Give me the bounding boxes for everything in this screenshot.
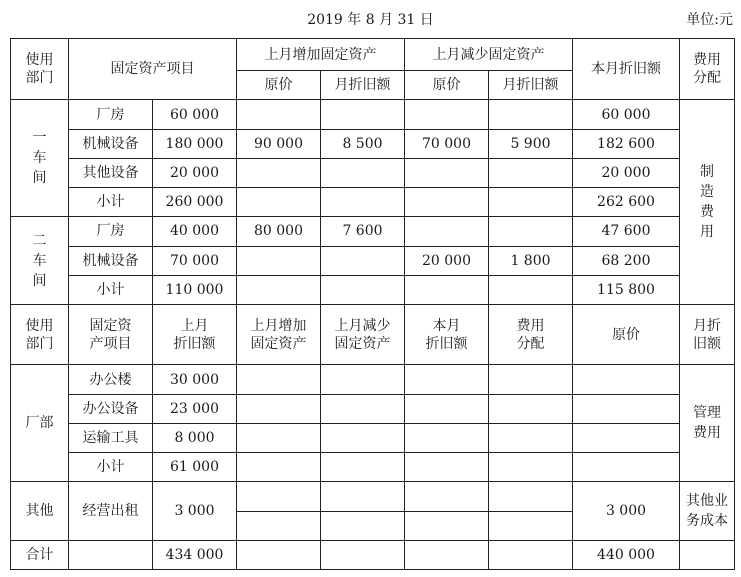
total-label: 合计 bbox=[11, 540, 69, 569]
table-row bbox=[11, 129, 735, 158]
value-cell bbox=[237, 275, 321, 304]
value-cell: 30 000 bbox=[153, 365, 237, 394]
header2-added: 上月增加 固定资产 bbox=[237, 304, 321, 364]
empty-cell bbox=[489, 482, 573, 511]
empty-cell bbox=[237, 453, 321, 482]
empty-cell bbox=[489, 453, 573, 482]
value-cell: 68 200 bbox=[573, 246, 680, 275]
other-label: 其他 bbox=[11, 482, 69, 540]
empty-cell bbox=[321, 394, 405, 423]
table-row bbox=[11, 188, 735, 217]
empty-cell bbox=[237, 423, 321, 452]
empty-cell bbox=[573, 453, 680, 482]
empty-cell bbox=[405, 453, 489, 482]
empty-cell bbox=[321, 453, 405, 482]
alloc-other: 其他业 务成本 bbox=[680, 482, 735, 540]
value-cell bbox=[405, 158, 489, 187]
value-cell bbox=[321, 246, 405, 275]
value-cell bbox=[321, 100, 405, 129]
empty-cell bbox=[405, 423, 489, 452]
value-cell bbox=[405, 188, 489, 217]
empty-cell bbox=[680, 540, 735, 569]
value-cell: 23 000 bbox=[153, 394, 237, 423]
empty-cell bbox=[405, 511, 489, 540]
table-row bbox=[11, 453, 735, 482]
table-row bbox=[11, 275, 735, 304]
value-cell: 90 000 bbox=[237, 129, 321, 158]
value-cell: 20 000 bbox=[573, 158, 680, 187]
value-cell: 61 000 bbox=[153, 453, 237, 482]
subtotal-label: 小计 bbox=[69, 275, 153, 304]
value-cell: 80 000 bbox=[237, 217, 321, 246]
value-cell bbox=[405, 217, 489, 246]
empty-cell bbox=[321, 540, 405, 569]
factory-label: 厂部 bbox=[11, 365, 69, 482]
value-cell: 47 600 bbox=[573, 217, 680, 246]
empty-cell bbox=[237, 365, 321, 394]
header2-item: 固定资 产项目 bbox=[69, 304, 153, 364]
header2-orig: 原价 bbox=[573, 304, 680, 364]
value-cell: 60 000 bbox=[153, 100, 237, 129]
value-cell: 260 000 bbox=[153, 188, 237, 217]
value-cell: 3 000 bbox=[153, 482, 237, 540]
empty-cell bbox=[573, 394, 680, 423]
value-cell: 110 000 bbox=[153, 275, 237, 304]
value-cell bbox=[321, 275, 405, 304]
header2-alloc: 费用 分配 bbox=[489, 304, 573, 364]
empty-cell bbox=[573, 365, 680, 394]
value-cell: 40 000 bbox=[153, 217, 237, 246]
table-row bbox=[11, 217, 735, 246]
empty-cell bbox=[405, 482, 489, 511]
value-cell bbox=[237, 188, 321, 217]
value-cell: 8 500 bbox=[321, 129, 405, 158]
subtotal-label: 小计 bbox=[69, 188, 153, 217]
header2-dep: 月折 旧额 bbox=[680, 304, 735, 364]
item-cell: 运输工具 bbox=[69, 423, 153, 452]
empty-cell bbox=[489, 423, 573, 452]
empty-cell bbox=[405, 394, 489, 423]
value-cell: 7 600 bbox=[321, 217, 405, 246]
item-cell: 办公楼 bbox=[69, 365, 153, 394]
depreciation-table bbox=[10, 38, 735, 570]
value-cell: 20 000 bbox=[153, 158, 237, 187]
value-cell: 5 900 bbox=[489, 129, 573, 158]
table-header-row bbox=[11, 304, 735, 364]
header2-dept: 使用 部门 bbox=[11, 304, 69, 364]
total-month: 440 000 bbox=[573, 540, 680, 569]
value-cell: 8 000 bbox=[153, 423, 237, 452]
value-cell bbox=[237, 246, 321, 275]
empty-cell bbox=[321, 511, 405, 540]
alloc-management: 管理 费用 bbox=[680, 365, 735, 482]
empty-cell bbox=[489, 365, 573, 394]
header-item: 固定资产项目 bbox=[69, 39, 237, 100]
value-cell bbox=[405, 100, 489, 129]
value-cell: 60 000 bbox=[573, 100, 680, 129]
header-alloc: 费用 分配 bbox=[680, 39, 735, 100]
item-cell: 办公设备 bbox=[69, 394, 153, 423]
table-row bbox=[11, 423, 735, 452]
empty-cell bbox=[405, 365, 489, 394]
value-cell: 1 800 bbox=[489, 246, 573, 275]
value-cell bbox=[489, 275, 573, 304]
empty-cell bbox=[321, 365, 405, 394]
header-add-dep: 月折旧额 bbox=[321, 71, 405, 100]
header-sub-orig: 原价 bbox=[405, 71, 489, 100]
value-cell: 180 000 bbox=[153, 129, 237, 158]
value-cell: 115 800 bbox=[573, 275, 680, 304]
empty-cell bbox=[489, 540, 573, 569]
table-row bbox=[11, 158, 735, 187]
header-dept: 使用 部门 bbox=[11, 39, 69, 100]
item-cell: 厂房 bbox=[69, 217, 153, 246]
value-cell bbox=[489, 158, 573, 187]
table-row bbox=[11, 246, 735, 275]
value-cell bbox=[405, 275, 489, 304]
value-cell bbox=[489, 100, 573, 129]
subtotal-label: 小计 bbox=[69, 453, 153, 482]
value-cell: 20 000 bbox=[405, 246, 489, 275]
table-row bbox=[11, 365, 735, 394]
value-cell bbox=[489, 188, 573, 217]
header-add-orig: 原价 bbox=[237, 71, 321, 100]
empty-cell bbox=[405, 540, 489, 569]
item-cell: 机械设备 bbox=[69, 129, 153, 158]
item-cell: 其他设备 bbox=[69, 158, 153, 187]
empty-cell bbox=[321, 482, 405, 511]
header2-reduced: 上月减少 固定资产 bbox=[321, 304, 405, 364]
value-cell bbox=[237, 100, 321, 129]
table-row bbox=[11, 100, 735, 129]
value-cell bbox=[237, 158, 321, 187]
header-reduced: 上月减少固定资产 bbox=[405, 39, 573, 71]
empty-cell bbox=[489, 511, 573, 540]
alloc-manufacturing: 制 造 费 用 bbox=[680, 100, 735, 305]
empty-cell bbox=[237, 511, 321, 540]
item-cell: 厂房 bbox=[69, 100, 153, 129]
workshop-2-label: 二 车 间 bbox=[11, 217, 69, 305]
empty-cell bbox=[489, 394, 573, 423]
value-cell bbox=[321, 158, 405, 187]
empty-cell bbox=[237, 394, 321, 423]
empty-cell bbox=[69, 540, 153, 569]
currency-unit: 单位:元 bbox=[686, 12, 733, 28]
empty-cell bbox=[321, 423, 405, 452]
total-row bbox=[11, 540, 735, 569]
header2-prev-dep: 上月 折旧额 bbox=[153, 304, 237, 364]
table-row bbox=[11, 482, 735, 511]
empty-cell bbox=[237, 482, 321, 511]
report-date: 2019 年 8 月 31 日 bbox=[307, 12, 434, 28]
header2-month-dep: 本月 折旧额 bbox=[405, 304, 489, 364]
workshop-1-label: 一 车 间 bbox=[11, 100, 69, 217]
item-cell: 经营出租 bbox=[69, 482, 153, 540]
value-cell bbox=[321, 188, 405, 217]
table-row bbox=[11, 394, 735, 423]
value-cell: 182 600 bbox=[573, 129, 680, 158]
total-value: 434 000 bbox=[153, 540, 237, 569]
header-added: 上月增加固定资产 bbox=[237, 39, 405, 71]
item-cell: 机械设备 bbox=[69, 246, 153, 275]
value-cell: 70 000 bbox=[153, 246, 237, 275]
header-sub-dep: 月折旧额 bbox=[489, 71, 573, 100]
value-cell: 3 000 bbox=[573, 482, 680, 540]
header-month-dep: 本月折旧额 bbox=[573, 39, 680, 100]
empty-cell bbox=[237, 540, 321, 569]
empty-cell bbox=[573, 423, 680, 452]
value-cell: 70 000 bbox=[405, 129, 489, 158]
value-cell: 262 600 bbox=[573, 188, 680, 217]
value-cell bbox=[489, 217, 573, 246]
